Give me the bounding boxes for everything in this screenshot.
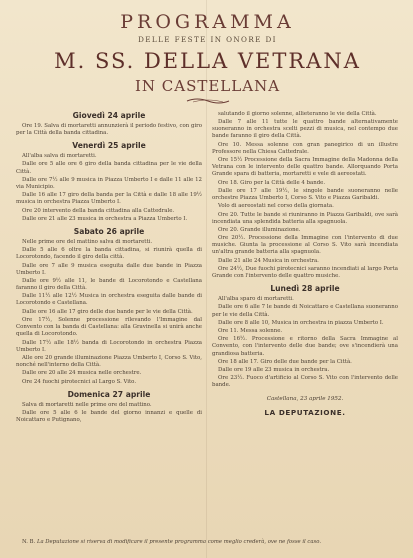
schedule-item: Ore 20½. Processione della Immagine con l'intervento di due musiche. Giunta la processione al Corso S. Vito sarà incendiata un'altra grande batteria alla spagnuola. bbox=[212, 235, 398, 256]
schedule-item: Alle ore 20 grande illuminazione Piazza Umberto I, Corso S. Vito, nonché nell'interno della Città. bbox=[16, 354, 202, 368]
madonna-title: M. SS. DELLA VETRANA bbox=[54, 49, 361, 73]
right-column-body bbox=[212, 111, 398, 390]
schedule-item: Dalle ore 5 alle 6 le bande del giorno innanzi e quelle di Noicattaro e Putignano, bbox=[16, 409, 202, 423]
closing-block bbox=[212, 396, 398, 416]
schedule-item: Dalle ore 20 alle 24 musica nelle orchestre. bbox=[22, 370, 142, 377]
day-heading: Giovedì 24 aprile bbox=[72, 111, 146, 120]
schedule-item: Ore 10. Messa solenne con gran panegirico di un illustre Professore nella Chiesa Cattedrale. bbox=[212, 141, 398, 155]
footnote-nb: N. B. bbox=[22, 539, 36, 545]
schedule-item: Ore 24 fuochi pirotecnici al Largo S. Vito. bbox=[22, 378, 137, 385]
schedule-item: Ore 11. Messa solenne. bbox=[218, 328, 283, 335]
schedule-item: Dalle ore 8 alle 10, Musica in orchestra in piazza Umberto I. bbox=[218, 319, 384, 326]
day-heading: Domenica 27 aprile bbox=[67, 389, 151, 399]
program-subtitle: DELLE FESTE IN ONORE DI bbox=[138, 35, 277, 44]
schedule-item: Dalle 11½ alle 12½ Musica in orchestra eseguita dalle bande di Locorotondo e Castellana. bbox=[16, 293, 202, 307]
closing-date: Castellana, 23 aprile 1952. bbox=[266, 395, 344, 402]
schedule-item: Ore 15½ Processione della Sacra Immagine della Madonna della Vetrana con le intervento delle quattro bande. Allorquando Porta Grande spara di batteria, mortaretti e vele di aereostati. bbox=[212, 157, 398, 178]
right-column bbox=[212, 111, 398, 425]
schedule-item: Dalle ore 9½ alle 11, le bande di Locorotondo e Castellana faranno il giro della Città. bbox=[16, 278, 202, 292]
signature: LA DEPUTAZIONE. bbox=[264, 407, 346, 417]
footnote bbox=[22, 539, 391, 546]
schedule-item: Ore 16½. Processione e ritorno della Sacra Immagine al Convento, con l'intervento delle due bande; ove s'incendierà una grandiosa batteria. bbox=[212, 336, 398, 357]
schedule-item: salutando il giorno solenne, allieteranno le vie della Città. bbox=[218, 111, 377, 117]
schedule-item: Ore 20. Grande illuminazione. bbox=[218, 226, 301, 233]
schedule-item: Ore 23½. Fuoco d'artificio al Corso S. Vito con l'intervento delle bande. bbox=[212, 375, 398, 389]
footnote-text: La Deputazione si riserva di modificare il presente programma come meglio crederà, ove ne fosse il caso. bbox=[36, 539, 322, 545]
schedule-item: Dalle ore 7 alle 9 musica eseguita dalle due bande in Piazza Umberto I. bbox=[16, 262, 202, 276]
schedule-item: Nelle prime ore del mattino salva di mortaretti. bbox=[22, 238, 153, 245]
schedule-item: Dalle ore 7½ alle 9 musica in Piazza Umberto I e dalle 11 alle 12 via Municipio. bbox=[16, 176, 202, 190]
schedule-item: Ore 20. Tutte le bande si riuniranno in Piazza Garibaldi, ove sarà incendiata una splendida batteria alla spagnuola. bbox=[212, 211, 398, 225]
schedule-item: Dalle 21 alle 24 Musica in orchestra. bbox=[218, 257, 319, 264]
schedule-item: Dalle 7 alle 11 tutte le quattro bande alternativamente suoneranno in orchestra scelti pezzi di musica, nel contempo due bande faranno il giro della Città. bbox=[212, 119, 398, 140]
schedule-item: Dalle ore 19 alle 23 musica in orchestra. bbox=[218, 367, 330, 374]
header bbox=[16, 10, 399, 105]
schedule-item: Volo di aereostati nel corso della giornata. bbox=[218, 203, 334, 210]
day-heading: Venerdì 25 aprile bbox=[72, 141, 146, 151]
day-heading: Sabato 26 aprile bbox=[73, 226, 145, 236]
day-heading: Lunedì 28 aprile bbox=[270, 284, 340, 294]
schedule-item: All'alba sparo di mortaretti. bbox=[218, 296, 294, 303]
schedule-item: Dalle ore 5 alle ore 6 giro della banda cittadina per le vie della Città. bbox=[16, 161, 202, 175]
schedule-item: Ore 17½, Solenne processione rilevando l'Immagine dal Convento con la banda di Castellana: alla Gravinella si unirà anche quella di Locorotondo. bbox=[16, 317, 202, 338]
schedule-item: Dalle 16 alle 17 giro della banda per la Città e dalle 18 alle 19½ musica in orchestra Piazza Umberto I. bbox=[16, 192, 202, 206]
paper-fold bbox=[206, 0, 207, 558]
schedule-item: Ore 20 intervento della banda cittadina alla Cattedrale. bbox=[22, 207, 175, 214]
schedule-item: Ore 18. Giro per la Città delle 4 bande. bbox=[218, 179, 326, 186]
schedule-item: Ore 24½, Due fuochi pirotecnici saranno incendiati al largo Porta Grande con l'intervento delle quattro musiche. bbox=[212, 265, 398, 280]
ornament-divider-icon bbox=[185, 97, 231, 105]
schedule-item: Dalle ore 21 alle 23 musica in orchestra a Piazza Umberto I. bbox=[22, 215, 188, 222]
schedule-item: Dalle ore 6 alle 7 le bande di Noicattaro e Castellana suoneranno per le vie della Città. bbox=[212, 304, 398, 318]
schedule-item: Dalle ore 17 alle 19½, le singole bande suoneranno nelle orchestre Piazza Umberto I, Corso S. Vito e Piazza Garibaldi. bbox=[212, 187, 398, 201]
place-title: IN CASTELLANA bbox=[134, 77, 281, 95]
schedule-item: Dalle 17½ alle 18½ banda di Locorotondo in orchestra Piazza Umberto I. bbox=[16, 339, 202, 353]
schedule-item: Ore 19. Salva di mortaretti annunzierà il periodo festivo, con giro per la Città della banda cittadina. bbox=[16, 123, 202, 137]
schedule-item: Ore 18 alle 17. Giro delle due bande per la Città. bbox=[218, 358, 352, 365]
schedule-item: Dalle ore 16 alle 17 giro delle due bande per le vie della Città. bbox=[22, 308, 193, 315]
schedule-item: Dalle 5 alle 6 oltre la banda cittadina, si riunirà quella di Locorotondo, facendo il giro della città. bbox=[16, 247, 202, 261]
left-column bbox=[16, 111, 202, 425]
program-title: PROGRAMMA bbox=[120, 11, 295, 33]
program-columns bbox=[16, 111, 399, 425]
schedule-item: All'alba salva di mortaretti. bbox=[22, 153, 97, 160]
schedule-item: Salva di mortaretti nelle prime ore del mattino. bbox=[22, 401, 152, 408]
